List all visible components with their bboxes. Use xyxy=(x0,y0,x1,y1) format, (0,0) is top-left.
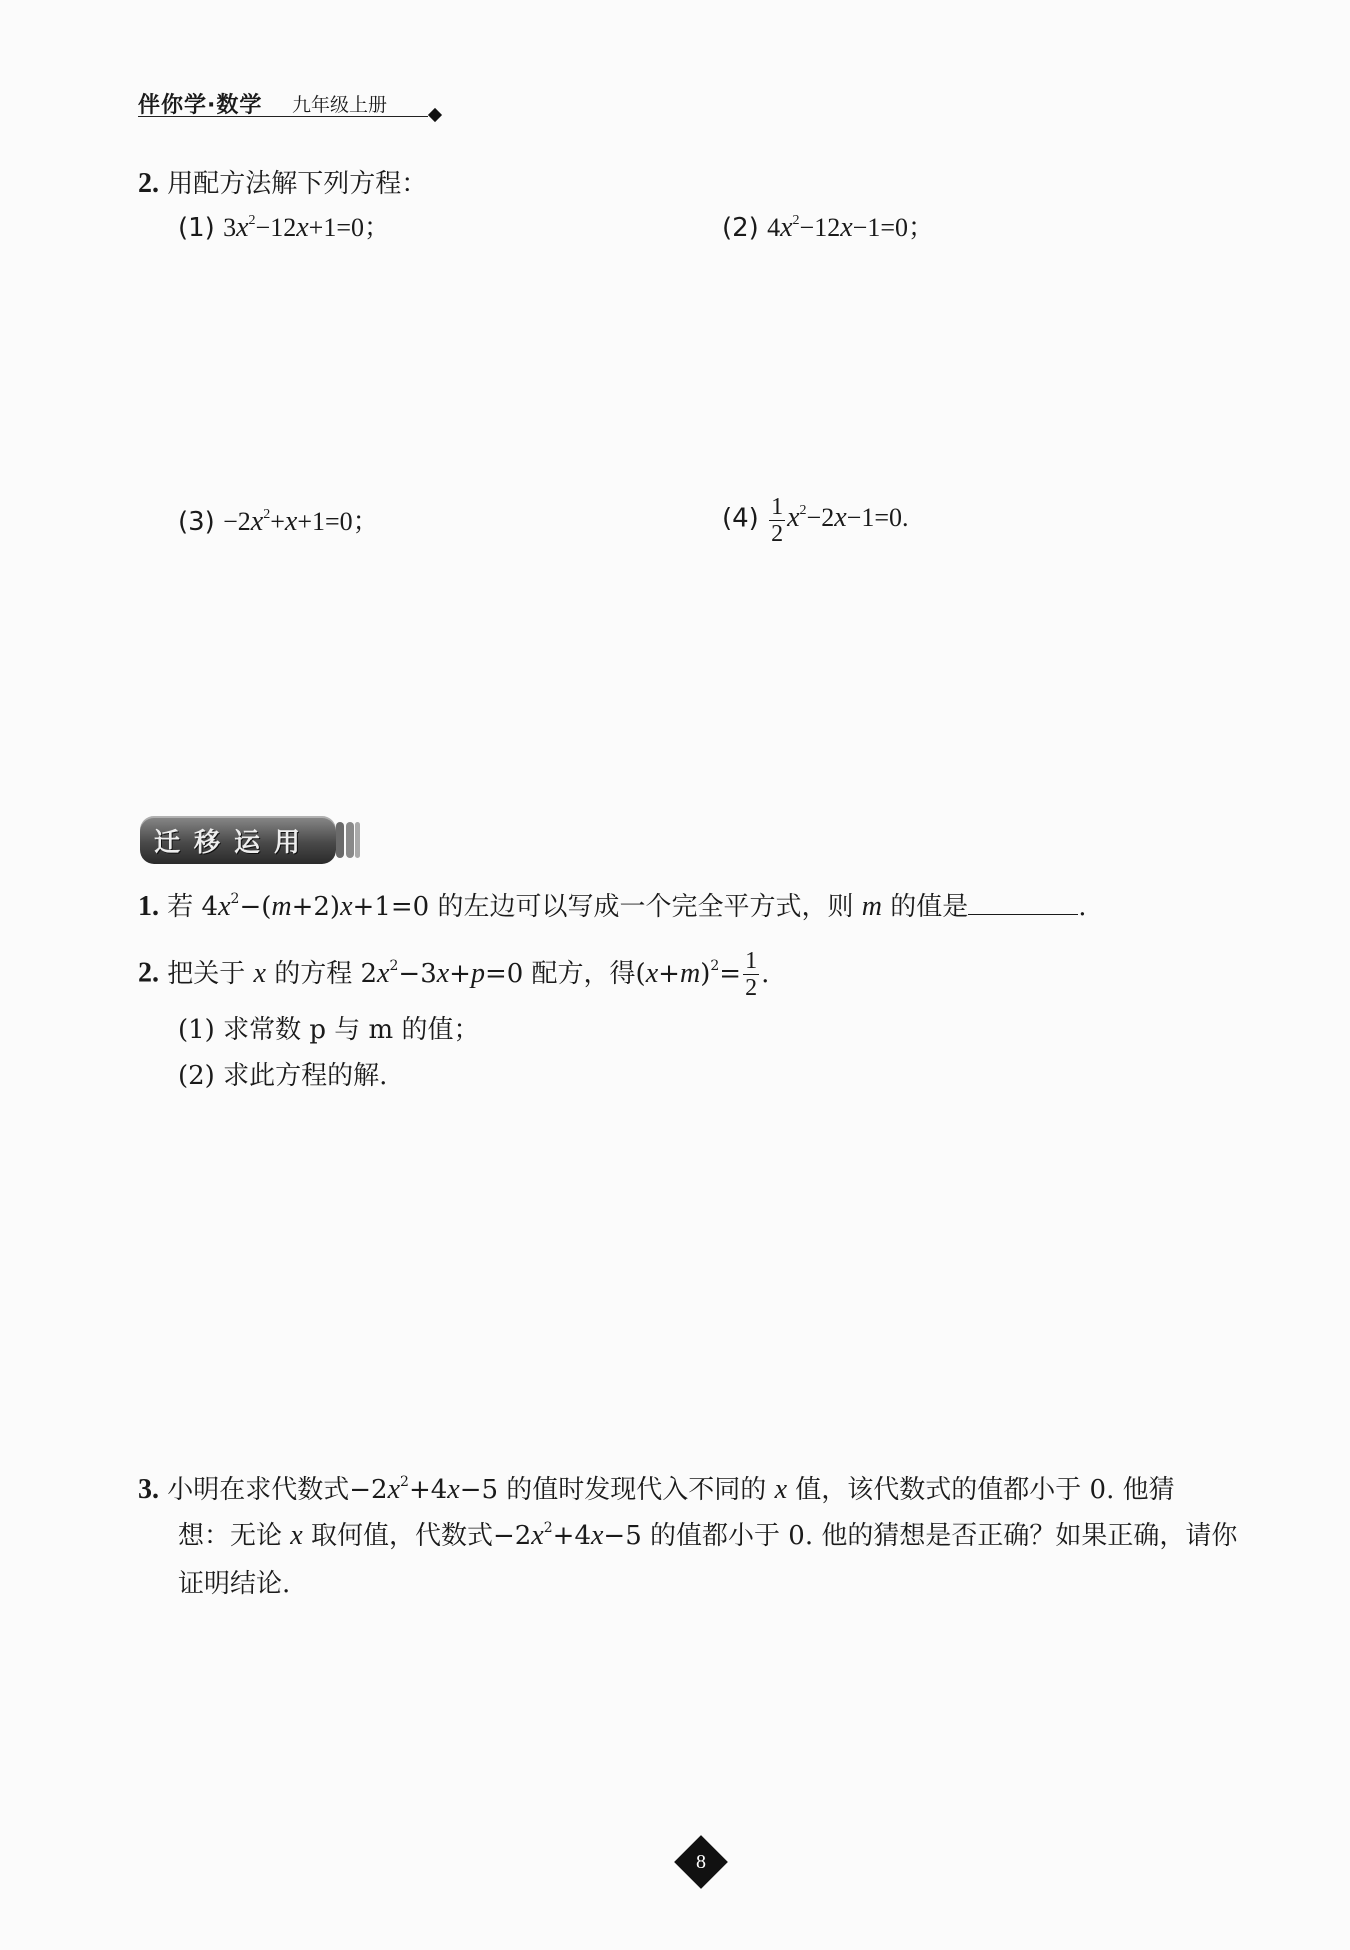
t3-line-3: 证明结论. xyxy=(178,1569,291,1599)
q2-stem-text: 用配方法解下列方程： xyxy=(167,169,428,199)
q2-stem xyxy=(138,166,427,202)
t1-line xyxy=(138,888,1086,925)
q2-part-3-label: (3) xyxy=(178,507,215,537)
q2-part-1 xyxy=(178,210,390,246)
header-brand: 伴你学·数学 xyxy=(138,93,263,118)
t2-number: 2. xyxy=(138,957,159,989)
answer-blank[interactable] xyxy=(968,888,1078,915)
t2-sub-2: (2) 求此方程的解. xyxy=(178,1061,388,1091)
q2-part-4-label: (4) xyxy=(722,503,759,534)
t3-number: 3. xyxy=(138,1474,159,1505)
header-rule xyxy=(138,116,428,117)
q2-part-2-label: (2) xyxy=(722,213,759,243)
header-subtitle: 九年级上册 xyxy=(292,94,388,116)
section-banner xyxy=(140,816,358,866)
q2-part-4 xyxy=(722,494,908,547)
t2-line xyxy=(138,948,769,1001)
q2-part-3-expr: $-2x^2+x+1=0$； xyxy=(223,506,379,537)
header-diamond-icon xyxy=(428,108,442,122)
q2-part-1-label: (1) xyxy=(178,213,215,243)
t2-sub-1: (1) 求常数 p 与 m 的值； xyxy=(178,1015,480,1045)
t3-line-2: 想：无论 x 取何值，代数式$-2x^2+4x-5$ 的值都小于 0. 他的猜想是否正确？如果正确，请你 xyxy=(178,1520,1238,1551)
t2-text: 把关于 x 的方程 $2x^2-3x+p=0$ 配方，得$(x+m)^2=$ $\frac{1}{2}$ . xyxy=(167,948,770,1001)
q2-part-4-expr: $\frac{1}{2}$ $x^2-2x-1=0$. xyxy=(771,494,909,547)
t3-text-1: 小明在求代数式$-2x^2+4x-5$ 的值时发现代入不同的 x 值，该代数式的值都小于 0. 他猜 xyxy=(167,1474,1175,1505)
fraction-one-half: $\frac{1}{2}$ xyxy=(771,494,784,547)
q2-number: 2. xyxy=(138,168,159,199)
t1-text: 若 $4x^2-(m+2)x+1=0$ 的左边可以写成一个完全平方式，则 m 的值是 . xyxy=(167,892,1086,922)
section-title: 迁移运用 xyxy=(154,828,315,858)
q2-part-2 xyxy=(722,210,934,246)
q2-part-3 xyxy=(178,504,379,540)
q2-part-2-expr: $4x^2-12x-1=0$； xyxy=(767,212,934,243)
t3-line-1 xyxy=(138,1472,1175,1508)
t1-number: 1. xyxy=(138,891,159,922)
fraction-one-half: $\frac{1}{2}$ xyxy=(745,948,758,1001)
page-number: 8 xyxy=(696,1851,706,1873)
q2-part-1-expr: $3x^2-12x+1=0$； xyxy=(223,212,390,243)
